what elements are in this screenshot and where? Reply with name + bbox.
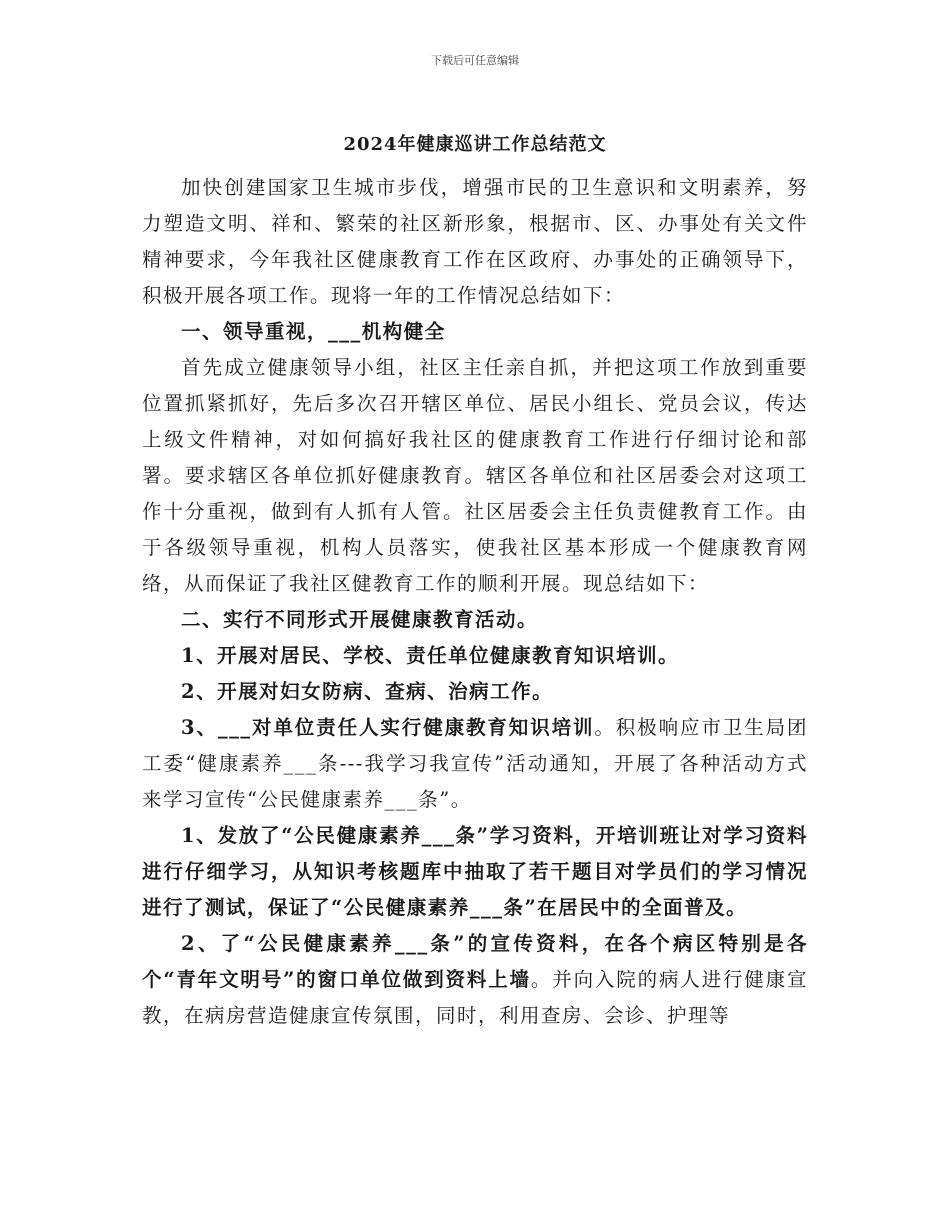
- subitem-1: 1、开展对居民、学校、责任单位健康教育知识培训。: [181, 644, 680, 667]
- subitem-3-lead: 3、___对单位责任人实行健康教育知识培训: [181, 716, 595, 739]
- point-1-paragraph: 1、发放了“公民健康素养___条”学习资料，开培训班让对学习资料进行仔细学习，从知识考核题库中抽取了若干题目对学员们的学习情况进行了测试，保证了“公民健康素养___条”在居民中的全面普及。: [142, 824, 808, 919]
- subitem-2: 2、开展对妇女防病、查病、治病工作。: [181, 680, 554, 703]
- point-2-body: 。并向入院的病人进行健康宣教，在病房营造健康宣传氛围，同时，利用查房、会诊、护理等: [142, 968, 808, 1027]
- point-2-paragraph: [142, 926, 808, 1034]
- document-title: 2024年健康巡讲工作总结范文: [343, 134, 607, 155]
- document-body: [142, 170, 808, 1034]
- point-2-lead: 2、了“公民健康素养___条”的宣传资料，在各个病区特别是各个“青年文明号”的窗口单位做到资料上墙: [142, 932, 808, 991]
- section-heading-1: 一、领导重视，___机构健全: [181, 320, 446, 343]
- subitem-3-body: 。积极响应市卫生局团工委“健康素养___条---我学习我宣传”活动通知，开展了各种活动方式来学习宣传“公民健康素养___条”。: [142, 716, 808, 811]
- subitem-3-paragraph: [142, 710, 808, 818]
- intro-paragraph: 加快创建国家卫生城市步伐，增强市民的卫生意识和文明素养，努力塑造文明、祥和、繁荣的社区新形象，根据市、区、办事处有关文件精神要求，今年我社区健康教育工作在区政府、办事处的正确领导下，积极开展各项工作。现将一年的工作情况总结如下：: [142, 176, 808, 307]
- section-1-paragraph: 首先成立健康领导小组，社区主任亲自抓，并把这项工作放到重要位置抓紧抓好，先后多次召开辖区单位、居民小组长、党员会议，传达上级文件精神，对如何搞好我社区的健康教育工作进行仔细讨论和部署。要求辖区各单位抓好健康教育。辖区各单位和社区居委会对这项工作十分重视，做到有人抓有人管。社区居委会主任负责健教育工作。由于各级领导重视，机构人员落实，使我社区基本形成一个健康教育网络，从而保证了我社区健教育工作的顺利开展。现总结如下：: [142, 356, 808, 595]
- section-heading-2: 二、实行不同形式开展健康教育活动。: [181, 608, 539, 631]
- header-note: 下载后可任意编辑: [431, 54, 519, 67]
